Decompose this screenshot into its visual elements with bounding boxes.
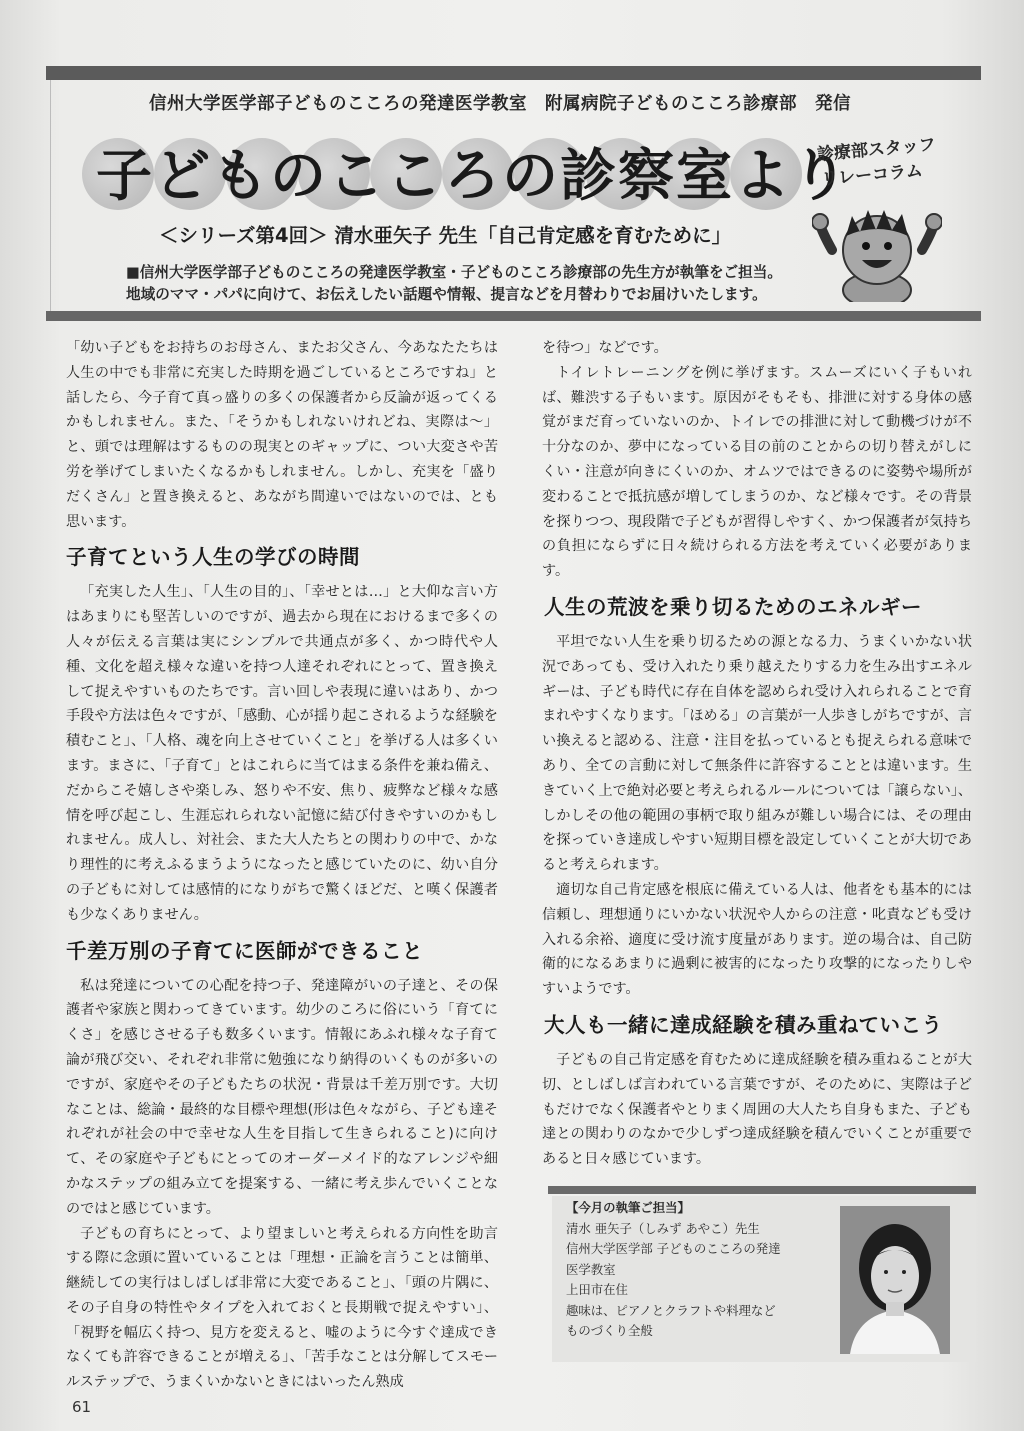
author-affiliation: 信州大学医学部 子どものこころの発達 — [566, 1241, 781, 1256]
intro-line1: ■信州大学医学部子どものこころの発達医学教室・子どものこころ診療部の先生方が執筆をご担当。 — [126, 264, 782, 281]
profile-label: 【今月の執筆ご担当】 — [566, 1200, 690, 1215]
author-hobby: 趣味は、ピアノとクラフトや料理など — [566, 1302, 776, 1318]
author-photo — [840, 1206, 950, 1354]
relay-label-line1: 診療部スタッフ — [816, 134, 937, 166]
paragraph: 子どもの自己肯定感を育むために達成経験を積み重ねることが大切、としばしば言われている言葉ですが、そのために、実際は子どもだけでなく保護者やとりまく周囲の大人たち自身もまた、子ども達との関わりのなかで少しずつ達成経験を積んでいくことが重要であると日々感じています。 — [542, 1051, 972, 1168]
author-hobby-cont: ものづくり全般 — [566, 1323, 653, 1338]
paragraph: 平坦でない人生を乗り切るための源となる力、うまくいかない状況であっても、受け入れたり乗り越えたりする力を生み出すエネルギーは、子ども時代に存在自体を認められ受け入れられることで育まれやすくなります。「ほめる」の言葉が一人歩きしがちですが、言い換えると認める、注意・注目を払っているとも捉えられる意味であり、全ての言動に対して無条件に許容することとは違います。生きていく上で絶対必要と考えられるルールについては「譲らない」、しかしその他の範囲の事柄で取り組みが難しい場合には、その理由を探っていき達成しやすい短期目標を設定していくことが大切であると考えられます。 — [542, 633, 972, 874]
paragraph: 「充実した人生」、「人生の目的」、「幸せとは…」と大仰な言い方はあまりにも堅苦しいのですが、過去から現在におけるまで多くの人々が伝える言葉は実にシンプルで共通点が多く、かつ時代や人種、文化を超え様々な違いを持つ人達それぞれにとって、置き換えして捉えやすいものたちです。言い回しや表現に違いはあり、かつ手段や方法は色々ですが、「感動、心が揺り起こされるような経験を積むこと」、「人格、魂を向上させていくこと」を挙げる人は多くいます。まさに、「子育て」とはこれらに当てはまる条件を兼ね備え、だからこそ嬉しさや楽しみ、怒りや不安、焦り、疲弊など様々な感情を呼び起こし、生涯忘れられない記憶に結び付きやすいのかもしれません。成人し、対社会、また大人たちとの関わりの中で、かなり理性的に考えふるまうようになったと感じていたのに、幼い自分の子どもに対しては感情的になりがちで驚くほどだ、と嘆く保護者も少なくありません。 — [66, 584, 498, 923]
paragraph: 子どもの育ちにとって、より望ましいと考えられる方向性を助言する際に念頭に置いていることは「理想・正論を言うことは簡単、継続しての実行はしばしば非常に大変であること」、「頭の片隅に、その子自身の特性やタイプを入れておくと長期戦で捉えやすい」、「視野を幅広く持つ、見方を変えると、嘘のように今すぐ達成できなくても許容できることが増える」、「苦手なことは分解してスモールステップで、うまくいかないときにはいったん熟成 — [66, 1225, 498, 1391]
section-heading: 人生の荒波を乗り切るためのエネルギー — [544, 594, 922, 619]
publisher-line: 信州大学医学部子どものこころの発達医学教室 附属病院子どものこころ診療部 発信 — [149, 94, 851, 114]
paragraph: を待つ」などです。 — [542, 340, 668, 356]
author-affiliation-cont: 医学教室 — [566, 1261, 616, 1277]
profile-top-rule — [548, 1186, 976, 1194]
paragraph: 私は発達についての心配を持つ子、発達障がいの子達と、その保護者や家族と関わってきています。幼少のころに俗にいう「育てにくさ」を感じさせる子も数多くいます。情報にあふれ様々な子育て論が飛び交い、それぞれ非常に勉強になり納得のいくものが多いのですが、家庭やその子どもたちの状況・背景は千差万別です。大切なことは、総論・最終的な目標や理想(形は色々ながら、子ども達それぞれが社会の中で幸せな人生を目指して生きられること)に向けて、その家庭や子どもにとってのオーダーメイド的なアレンジや細かなステップの組み立てを提案する、一緒に考え歩んでいくことなのではと感じています。 — [66, 977, 498, 1217]
section-heading: 大人も一緒に達成経験を積み重ねていこう — [544, 1012, 943, 1037]
article-right-column — [542, 336, 972, 1172]
paragraph: トイレトレーニングを例に挙げます。スムーズにいく子もいれば、難渋する子もいます。原因がそもそも、排泄に対する身体の感覚がまだ育っていないのか、トイレでの排泄に対して動機づけが不十分なのか、夢中になっている目の前のことからの切り替えがしにくい・注意が向きにくいのか、オムツではできるのに姿勢や場所が変わることで抵抗感が増してしまうのか、など様々です。その背景を探りつつ、現段階で子どもが習得しやすく、かつ保護者が気持ちの負担にならずに日々続けられる方法を考えていく必要があります。 — [542, 364, 972, 580]
cheering-child-illustration — [812, 202, 942, 302]
author-name: 清水 亜矢子（しみず あやこ）先生 — [566, 1220, 760, 1236]
header-bottom-rule — [46, 311, 981, 321]
paragraph: 適切な自己肯定感を根底に備えている人は、他者をも基本的には信頼し、理想通りにいかない状況や人からの注意・叱責なども受け入れる余裕、適度に受け流す度量があります。逆の場合は、自己防衛的になるあまりに過剰に被害的になったり攻撃的になったりしやすいようです。 — [542, 881, 972, 998]
intro-line2: 地域のママ・パパに向けて、お伝えしたい話題や情報、提言などを月替わりでお届けいたします。 — [126, 286, 767, 303]
author-profile-text — [566, 1198, 836, 1342]
section-heading: 千差万別の子育てに医師ができること — [66, 938, 423, 963]
page-number: 61 — [72, 1398, 92, 1416]
page-title: 子どものこころの診察室より — [96, 144, 850, 209]
header-top-rule — [46, 66, 981, 80]
relay-label-line2: リレーコラム — [820, 161, 924, 190]
section-heading: 子育てという人生の学びの時間 — [66, 545, 360, 570]
column-title — [76, 130, 850, 210]
paragraph: 「幼い子どもをお持ちのお母さん、またお父さん、今あなたたちは人生の中でも非常に充実した時期を過ごしているところですね」と話したら、今子育て真っ盛りの多くの保護者から反論が返ってくるかもしれません。また、「そうかもしれないけれどね、実際は～」と、頭では理解はするものの現実とのギャップに、つい大変さや苦労を挙げてしまいたくなるかもしれません。しかし、充実を「盛りだくさん」と置き換えると、あながち間違いではないのでは、とも思います。 — [66, 340, 498, 530]
intro-text — [126, 262, 826, 306]
author-residence: 上田市在住 — [566, 1282, 628, 1297]
author-profile-box — [552, 1196, 976, 1362]
series-subtitle: ＜シリーズ第4回＞ 清水亜矢子 先生「自己肯定感を育むために」 — [159, 224, 732, 247]
article-left-column — [66, 336, 498, 1395]
